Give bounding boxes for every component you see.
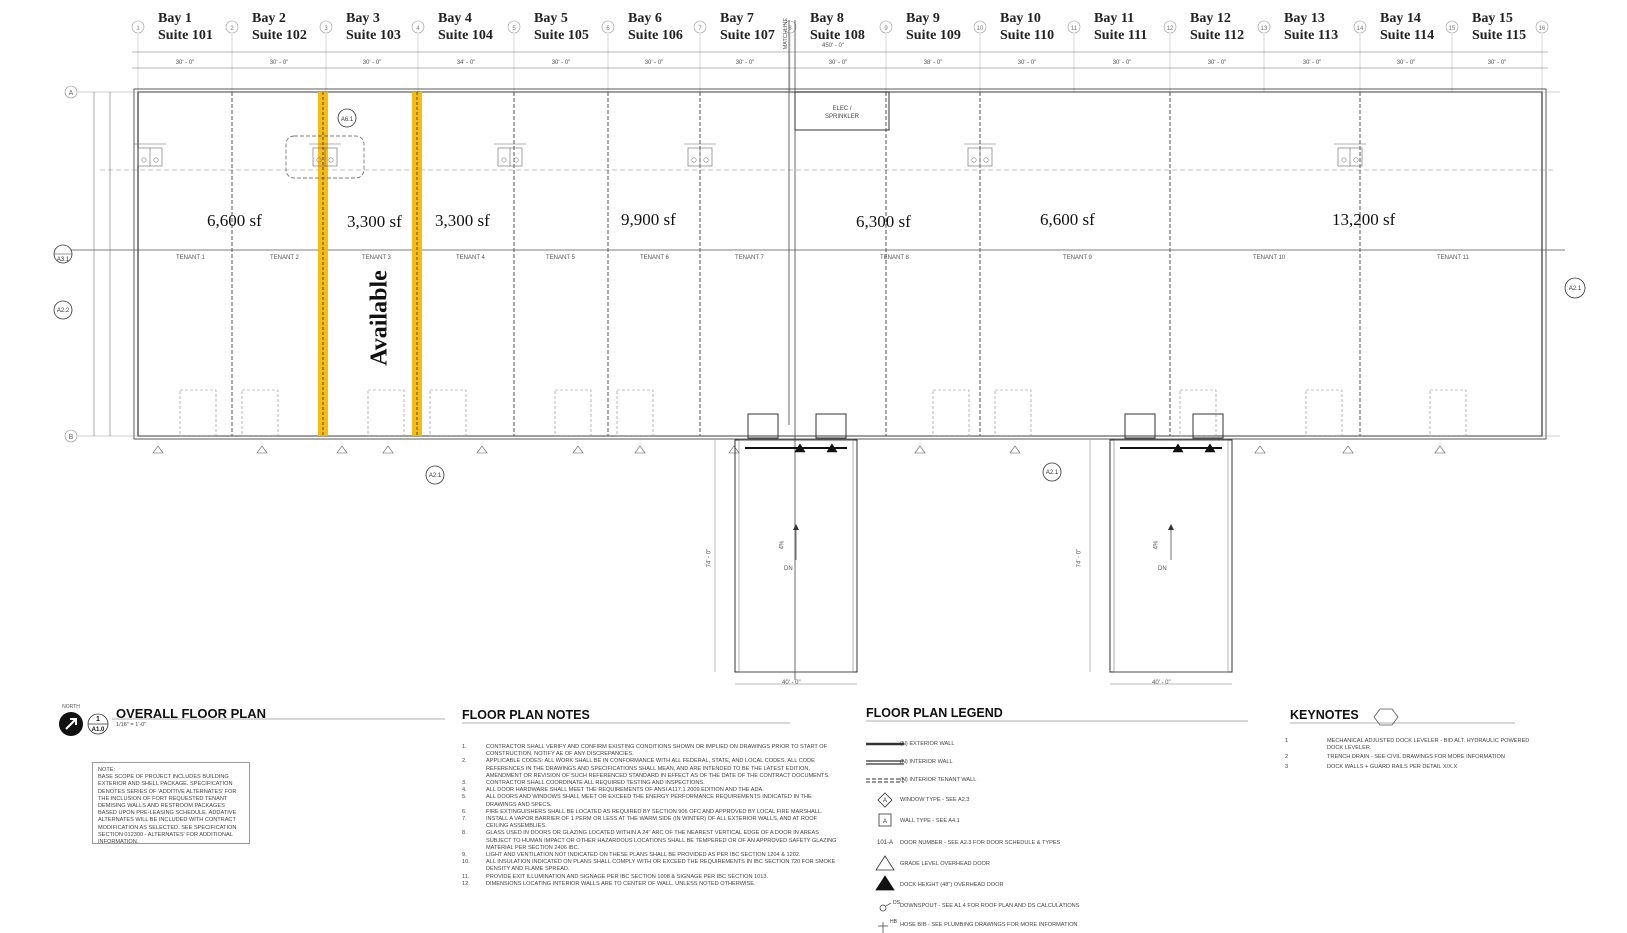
grid-bubble-number: 15 [1448, 26, 1456, 32]
bay-number: Bay 6 [628, 11, 662, 26]
bay-dimension: 30' - 0" [828, 60, 848, 66]
bay-dimension: 30' - 0" [1207, 60, 1227, 66]
bay-header [438, 10, 538, 44]
overhead-doors [180, 390, 1466, 438]
legend-item-exterior-wall: (N) EXTERIOR WALL [900, 741, 955, 747]
grid-bubble-number: 1 [136, 26, 140, 32]
grid-bubble-number: 12 [1166, 26, 1174, 32]
bay-number: Bay 15 [1472, 11, 1513, 26]
grid-bubble-number: 9 [884, 26, 888, 32]
note-number: 12. [462, 880, 470, 887]
bay-number: Bay 5 [534, 11, 568, 26]
keynote-number: 2 [1285, 754, 1289, 761]
bay-dimension: 30' - 0" [1017, 60, 1037, 66]
legend-item-door-number: DOOR NUMBER - SEE A2.3 FOR DOOR SCHEDULE & TYPES [900, 840, 1061, 846]
bay-header [1380, 10, 1480, 44]
overhead-door-outline [1430, 390, 1466, 436]
legend-item-dock-door: DOCK HEIGHT (48") OVERHEAD DOOR [900, 882, 1004, 888]
overhead-door-outline [1180, 390, 1216, 436]
tenant-label: TENANT 6 [640, 255, 669, 261]
suite-number: Suite 104 [438, 28, 493, 43]
section-marker-a2-2 [54, 301, 72, 319]
floor-plan-note [462, 787, 837, 794]
tenant-label: TENANT 9 [1063, 255, 1092, 261]
grade-door-triangle [383, 446, 393, 453]
bay-dimension: 30' - 0" [644, 60, 664, 66]
bay-dimension: 34' - 0" [456, 60, 476, 66]
svg-text:SPRINKLER: SPRINKLER [824, 114, 860, 120]
svg-text:ELEC /: ELEC / [832, 106, 852, 112]
grid-bubble-number: 5 [512, 26, 516, 32]
dock-door [748, 414, 778, 438]
bay-header [346, 10, 446, 44]
restroom-cluster [494, 144, 526, 166]
grade-door-triangle [1435, 446, 1445, 453]
tenant-demising-walls [232, 92, 1360, 436]
keynote-text: MECHANICAL ADJUSTED DOCK LEVELER - BID ALT. HYDRAULIC POWERED DOCK LEVELER. [1327, 738, 1530, 752]
floor-plan-note [462, 744, 837, 758]
suite-number: Suite 114 [1380, 28, 1435, 43]
svg-text:A6.1: A6.1 [340, 117, 354, 123]
note-number: 8. [462, 830, 467, 837]
bay-number: Bay 4 [438, 11, 472, 26]
suite-number: Suite 102 [252, 28, 307, 43]
bay-header [158, 10, 258, 44]
bay-number: Bay 2 [252, 11, 286, 26]
note-number: 1. [462, 744, 467, 750]
ramp-length-right: 74' - 0" [1076, 548, 1083, 568]
suite-number: Suite 113 [1284, 28, 1339, 43]
note-number: 3. [462, 780, 467, 787]
suite-number: Suite 105 [534, 28, 589, 43]
svg-text:DS: DS [893, 900, 900, 906]
restroom-cluster [134, 144, 166, 166]
bay-number: Bay 12 [1190, 11, 1231, 26]
floor-plan-note [462, 780, 837, 787]
bay-dimension: 30' - 0" [362, 60, 382, 66]
overall-floor-plan-scale: 1/16" = 1'-0" [116, 722, 147, 728]
section-marker-a3-1 [54, 245, 72, 263]
note-number: 2. [462, 758, 467, 765]
tenant-label: TENANT 11 [1437, 255, 1469, 261]
note-number: 5. [462, 794, 467, 801]
grid-bubble-number: 3 [324, 26, 328, 32]
legend-item-tenant-wall: (N) INTERIOR TENANT WALL [900, 777, 977, 783]
ramp-direction-right: DN [1158, 566, 1167, 572]
grade-door-triangle [635, 446, 645, 453]
note-number: 11. [462, 873, 470, 880]
svg-text:A: A [68, 90, 74, 97]
floor-plan-note [462, 794, 837, 808]
suite-number: Suite 106 [628, 28, 683, 43]
svg-text:101-A: 101-A [876, 840, 894, 846]
detail-marker-a6-1 [338, 109, 356, 127]
tenant-label: TENANT 7 [735, 255, 764, 261]
svg-text:NORTH: NORTH [62, 704, 80, 710]
grade-door-triangle [1010, 446, 1020, 453]
keynotes-title: KEYNOTES [1290, 708, 1359, 722]
dock-ramps [715, 440, 1232, 684]
grade-door-triangle [573, 446, 583, 453]
area-label-tenant-3: 3,300 sf [347, 212, 402, 231]
note-number: 4. [462, 787, 467, 794]
floor-plan-note [462, 881, 837, 888]
bay-header [1284, 10, 1384, 44]
note-text: ALL INSULATION INDICATED ON PLANS SHALL COMPLY WITH OR EXCEED THE REQUIREMENTS IN IBC SECTION 720 FOR SMOKE DENSITY AND FLAME SPREAD. [486, 859, 836, 873]
grid-bubble-number: 6 [606, 26, 610, 32]
keynote-item [1285, 738, 1535, 752]
tenant-label: TENANT 5 [546, 255, 575, 261]
floor-plan-note [462, 816, 837, 830]
note-text: PROVIDE EXIT ILLUMINATION AND SIGNAGE PER IBC SECTION 1008 & SIGNAGE PER IBC SECTION 1013. [486, 873, 769, 880]
bay-number: Bay 13 [1284, 11, 1325, 26]
note-text: APPLICABLE CODES: ALL WORK SHALL BE IN CONFORMANCE WITH ALL FEDERAL, STATE, AND LOCAL CODES. ALL CODE REFERENCES IN THE DRAWINGS AND SPECIFICATIONS SHALL MEAN, AND ARE INTENDED TO BE THE LATEST EDITION, AMENDMENT OR REVISION OF SUCH REFERENCED STANDARD IN EFFECT AS OF THE DATE OF THE CONTRACT DOCUMENTS. [486, 758, 830, 779]
note-text: BASE SCOPE OF PROJECT INCLUDES BUILDING EXTERIOR AND SHELL PACKAGE. SPECIFICATION DENOTES SERIES OF 'ADDITIVE ALTERNATES' FOR THE INCLUSION OF FORT REQUESTED TENANT DEMISING WALLS AND RESTROOM PACKAGES BASED UPON PRE-LEASING SCHEDULE. ADDATIVE ALTERNATES WILL BE INCLUDED WITH CONTRACT MODIFICATION AS SELECTED. SEE SPECIFICATION SECTION 012300 - ALTERNATES' FOR ADDITIONAL INFORMATION. [98, 774, 237, 846]
ramp-length-left: 74' - 0" [706, 548, 713, 568]
bay-header [1094, 10, 1194, 44]
svg-text:A2.2: A2.2 [56, 308, 70, 314]
bay-number: Bay 1 [158, 11, 192, 26]
keynote-text: TRENCH DRAIN - SEE CIVIL DRAWINGS FOR MORE INFORMATION [1327, 754, 1505, 761]
section-marker-a2-1-right [1565, 278, 1585, 298]
dock-door [1193, 414, 1223, 438]
grid-bubble-number: 8 [788, 26, 792, 32]
bay-header [628, 10, 728, 44]
svg-text:MATCHLINE: MATCHLINE [783, 18, 789, 50]
grid-bubble-number: 11 [1070, 26, 1078, 32]
bay-dimension: 30' - 0" [1396, 60, 1416, 66]
grid-bubble-number: 4 [416, 26, 420, 32]
bay-dimension: 30' - 0" [551, 60, 571, 66]
bay-number: Bay 9 [906, 11, 940, 26]
suite-number: Suite 110 [1000, 28, 1055, 43]
suite-number: Suite 107 [720, 28, 775, 43]
tenant-label: TENANT 4 [456, 255, 485, 261]
ramp-slope-right: 4% [1153, 540, 1160, 550]
legend-item-downspout: DOWNSPOUT - SEE A1.4 FOR ROOF PLAN AND DS CALCULATIONS [900, 903, 1080, 909]
overhead-door-outline [430, 390, 466, 436]
tenant-label: TENANT 10 [1253, 255, 1286, 261]
available-suite-highlight [318, 92, 422, 436]
grid-bubble-number: 14 [1356, 26, 1364, 32]
note-number: 10. [462, 859, 470, 866]
keynote-number: 1 [1285, 738, 1289, 744]
tenant-label: TENANT 3 [362, 255, 391, 261]
grade-door-triangle [1255, 446, 1265, 453]
note-text: DIMENSIONS LOCATING INTERIOR WALLS ARE TO CENTER OF WALL, UNLESS NOTED OTHERWISE. [486, 880, 756, 887]
note-text: CONTRACTOR SHALL VERIFY AND CONFIRM EXISTING CONDITIONS SHOWN OR IMPLIED ON DRAWINGS PRIOR TO START OF CONSTRUCTION. NOTIFY AE OF ANY DISCREPANCIES. [486, 744, 828, 758]
ramp-slope-left: 4% [779, 540, 786, 550]
note-text: INSTALL A VAPOR BARRIER OF 1 PERM OR LESS AT THE WARM SIDE (IN WINTER) OF ALL EXTERIOR WALLS, AND AT ROOF CEILING ASSEMBLIES. [486, 816, 818, 830]
svg-text:HB: HB [890, 919, 897, 925]
available-suite-label: Available [366, 270, 393, 366]
bay-number: Bay 11 [1094, 11, 1135, 26]
note-label: NOTE: [98, 767, 116, 773]
ramp-direction-left: DN [784, 566, 793, 572]
svg-text:A: A [882, 798, 888, 804]
left-dimension-strings [94, 92, 110, 436]
elec-sprinkler-room [795, 92, 889, 130]
grid-bubble-b [65, 430, 77, 442]
suite-number: Suite 101 [158, 28, 213, 43]
area-label-tenant-5-7: 9,900 sf [621, 210, 676, 229]
floor-plan-note [462, 830, 837, 852]
floor-plan-note [462, 859, 837, 873]
overhead-door-outline [555, 390, 591, 436]
overhead-door-outline [242, 390, 278, 436]
note-text: ALL DOORS AND WINDOWS SHALL MEET OR EXCEED THE ENERGY PERFORMANCE REQUIREMENTS INDICATED IN THE DRAWINGS AND SPECS. [486, 794, 812, 808]
grade-door-triangle [153, 446, 163, 453]
tenant-label: TENANT 1 [176, 255, 205, 261]
grade-door-triangle [915, 446, 925, 453]
area-label-tenant-9: 6,600 sf [1040, 210, 1095, 229]
legend-item-grade-door: GRADE LEVEL OVERHEAD DOOR [900, 861, 990, 867]
overhead-door-outline [180, 390, 216, 436]
ramp-width-right: 40' - 0" [1152, 680, 1171, 686]
floor-plan-legend-title: FLOOR PLAN LEGEND [866, 706, 1003, 720]
floor-plan-note [462, 852, 837, 859]
matchline [783, 18, 795, 680]
area-label-tenant-8: 6,300 sf [856, 212, 911, 231]
bay-dimension: 30' - 0" [735, 60, 755, 66]
grade-door-triangle [1343, 446, 1353, 453]
building-exterior-wall [134, 89, 1546, 439]
grade-door-triangle [337, 446, 347, 453]
bay-header [810, 10, 910, 44]
note-number: 9. [462, 852, 467, 859]
bay-header [534, 10, 634, 44]
svg-text:A2.1: A2.1 [1568, 286, 1582, 292]
restroom-cluster [1334, 144, 1366, 166]
note-number: 6. [462, 808, 467, 815]
tenant-label: TENANT 8 [880, 255, 909, 261]
legend-item-window-tag: WINDOW TYPE - SEE A2.3 [900, 797, 970, 803]
keynote-item [1285, 764, 1535, 771]
note-text: GLASS USED IN DOORS OR GLAZING LOCATED WITHIN A 24" ARC OF THE NEAREST VERTICAL EDGE OF A DOOR IN AREAS SUBJECT TO HUMAN IMPACT OR OTHER HAZARDOUS LOCATIONS SHALL BE TEMPERED OR OF AN APPROVED SAFETY GLAZING MATERIAL PER SECTION 2406 IBC. [486, 830, 837, 851]
keynote-item [1285, 754, 1535, 761]
grid-bubble-number: 13 [1260, 26, 1268, 32]
overhead-door-outline [995, 390, 1031, 436]
bay-header [1472, 10, 1572, 44]
legend-item-wall-tag: WALL TYPE - SEE A4.1 [900, 818, 960, 824]
grid-bubble-number: 10 [976, 26, 984, 32]
tenant-label: TENANT 2 [270, 255, 299, 261]
suite-number: Suite 103 [346, 28, 401, 43]
floor-plan-notes-title: FLOOR PLAN NOTES [462, 708, 590, 722]
grid-line-a-b [78, 92, 1560, 436]
floor-plan-notes-list [462, 744, 837, 888]
note-text: ALL DOOR HARDWARE SHALL MEET THE REQUIREMENTS OF ANSI A117.1 2009 EDITION AND THE ADA. [486, 787, 764, 794]
svg-text:A2.1: A2.1 [428, 473, 442, 479]
bay-number: Bay 10 [1000, 11, 1041, 26]
overall-floor-plan-title: OVERALL FLOOR PLAN [116, 706, 266, 721]
suite-number: Suite 109 [906, 28, 961, 43]
dock-door [1125, 414, 1155, 438]
keynote-number: 3 [1285, 763, 1289, 770]
overhead-door-outline [368, 390, 404, 436]
suite-number: Suite 111 [1094, 28, 1148, 43]
overhead-door-outline [1306, 390, 1342, 436]
svg-text:A2.1: A2.1 [1045, 470, 1059, 476]
bay-dimension: 30' - 0" [1487, 60, 1507, 66]
note-text: LIGHT AND VENTILATION NOT INDICATED ON THESE PLANS SHALL BE PROVIDED AS PER IBC SECTION 1204 & 1202. [486, 852, 801, 859]
dock-door [816, 414, 846, 438]
note-number: 7. [462, 816, 467, 823]
grade-door-triangle [729, 446, 739, 453]
grid-bubble-a [65, 86, 77, 98]
svg-text:A3.1: A3.1 [56, 257, 70, 263]
grid-bubble-number: 7 [698, 26, 702, 32]
note-text: CONTRACTOR SHALL COORDINATE ALL REQUIRED TESTING AND INSPECTIONS. [486, 780, 705, 787]
bay-header [906, 10, 1006, 44]
overall-dimension: 450' - 0" [822, 43, 844, 49]
bay-dimension: 30' - 0" [269, 60, 289, 66]
grade-door-triangle [477, 446, 487, 453]
svg-text:A: A [882, 819, 888, 825]
keynote-text: DOCK WALLS + GUARD RAILS PER DETAIL X/X.X [1327, 763, 1458, 770]
svg-text:1: 1 [96, 716, 100, 723]
note-text: FIRE EXTINGUISHERS SHALL BE LOCATED AS REQUIRED BY SECTION 906 OFC AND APPROVED BY LOCAL FIRE MARSHALL. [486, 808, 823, 815]
bay-dimension: 38' - 0" [923, 60, 943, 66]
legend-item-interior-wall: (N) INTERIOR WALL [900, 759, 953, 765]
floor-plan-note [462, 758, 837, 780]
bay-number: Bay 7 [720, 11, 754, 26]
scope-note-box [92, 762, 250, 844]
area-label-tenant-10-11: 13,200 sf [1332, 210, 1396, 229]
bay-number: Bay 14 [1380, 11, 1421, 26]
bay-header [720, 10, 820, 44]
suite-number: Suite 108 [810, 28, 865, 43]
bay-header [252, 10, 352, 44]
floor-plan-note [462, 809, 837, 816]
section-marker-a2-1-bottom-mid [1043, 463, 1061, 481]
keynotes-list [1285, 738, 1535, 773]
bay-number: Bay 3 [346, 11, 380, 26]
bay-dimension: 30' - 0" [175, 60, 195, 66]
legend-item-hose-bib: HOSE BIB - SEE PLUMBING DRAWINGS FOR MORE INFORMATION [900, 922, 1078, 928]
plan-title-tag [59, 704, 108, 736]
area-label-tenant-1-2: 6,600 sf [207, 211, 262, 230]
legend-symbols [866, 744, 904, 933]
bay-header [1190, 10, 1290, 44]
grade-door-triangle [257, 446, 267, 453]
grid-bubble-number: 16 [1538, 26, 1546, 32]
grid-bubble-number: 2 [230, 26, 234, 32]
suite-number: Suite 115 [1472, 28, 1527, 43]
overhead-door-outline [933, 390, 969, 436]
svg-text:B: B [68, 434, 74, 441]
ramp-width-left: 40' - 0" [782, 680, 801, 686]
floor-plan-note [462, 874, 837, 881]
dock-ramp [715, 440, 857, 684]
svg-text:A1.0: A1.0 [91, 727, 105, 733]
section-marker-a2-1-bottom-left [426, 466, 444, 484]
suite-number: Suite 112 [1190, 28, 1245, 43]
dock-ramp [1090, 440, 1232, 684]
bay-header [1000, 10, 1100, 44]
area-label-tenant-4: 3,300 sf [435, 211, 490, 230]
bay-dimension: 30' - 0" [1112, 60, 1132, 66]
bay-number: Bay 8 [810, 11, 844, 26]
overhead-door-outline [617, 390, 653, 436]
bay-dimension: 30' - 0" [1302, 60, 1322, 66]
